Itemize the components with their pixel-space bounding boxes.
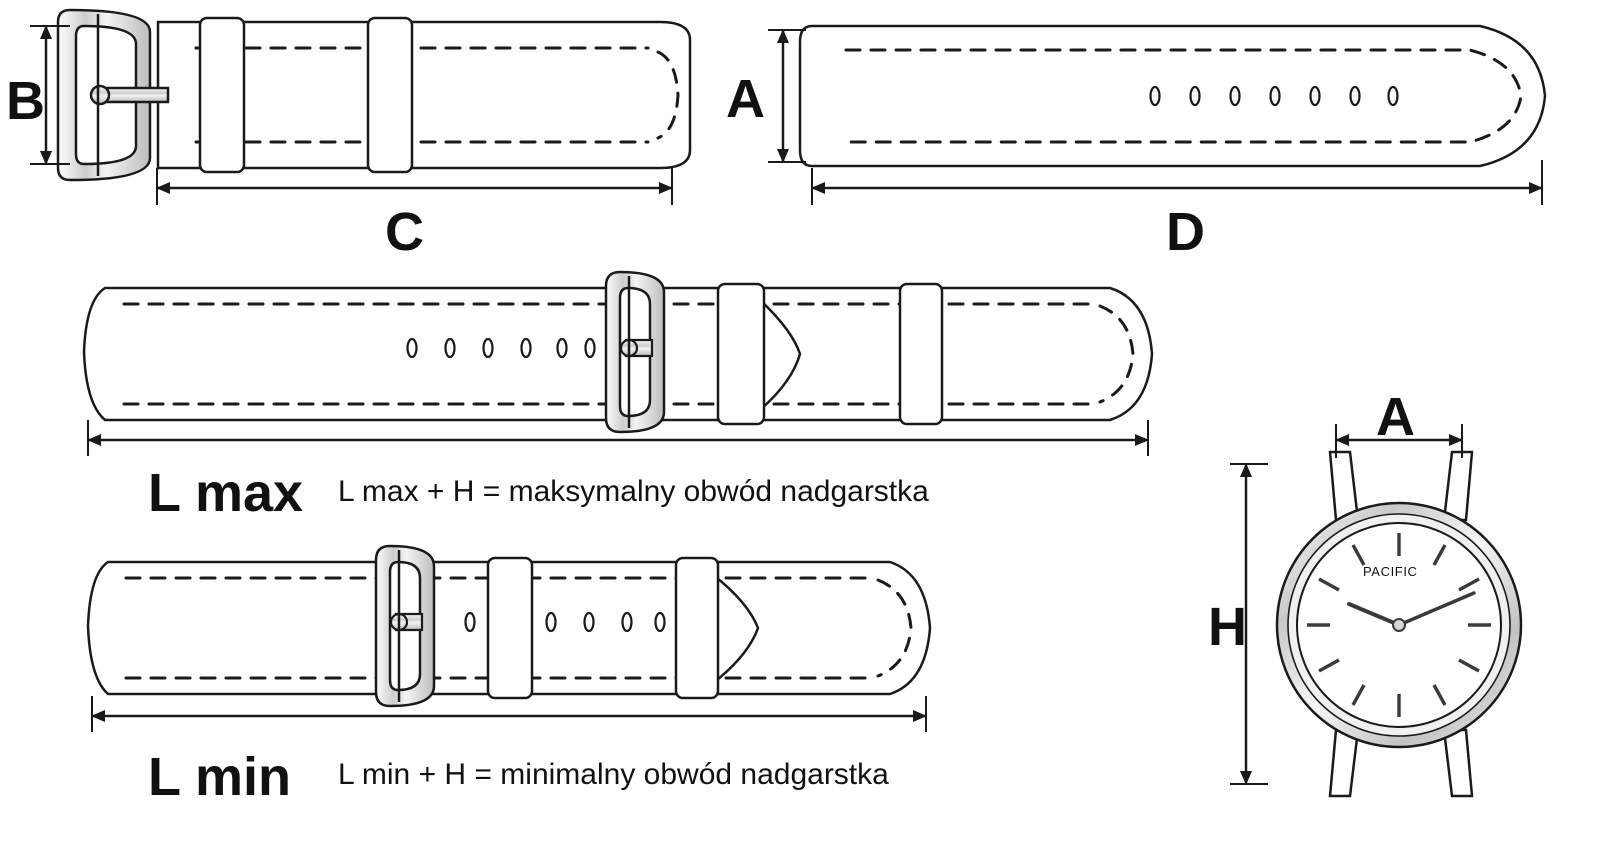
watch-illustration [1277, 452, 1521, 796]
strap-lmax [84, 272, 1152, 432]
label-a-strap: A [726, 69, 765, 129]
dimension-c [157, 168, 672, 205]
label-lmin: L min [148, 747, 292, 807]
label-lmin-formula: L min + H = minimalny obwód nadgarstka [338, 758, 889, 791]
dimension-lmin [92, 696, 926, 732]
label-d: D [1166, 202, 1205, 262]
label-lmax: L max [148, 463, 304, 523]
label-b: B [6, 71, 45, 131]
watch-dial-brand: PACIFIC [1363, 564, 1418, 579]
label-h: H [1208, 597, 1247, 657]
label-a-watch: A [1376, 387, 1415, 447]
label-c: C [385, 202, 424, 262]
strap-lmin [88, 546, 930, 706]
strap-holes-half [800, 26, 1545, 166]
strap-buckle-half [58, 10, 690, 180]
label-lmax-formula: L max + H = maksymalny obwód nadgarstka [338, 475, 929, 508]
